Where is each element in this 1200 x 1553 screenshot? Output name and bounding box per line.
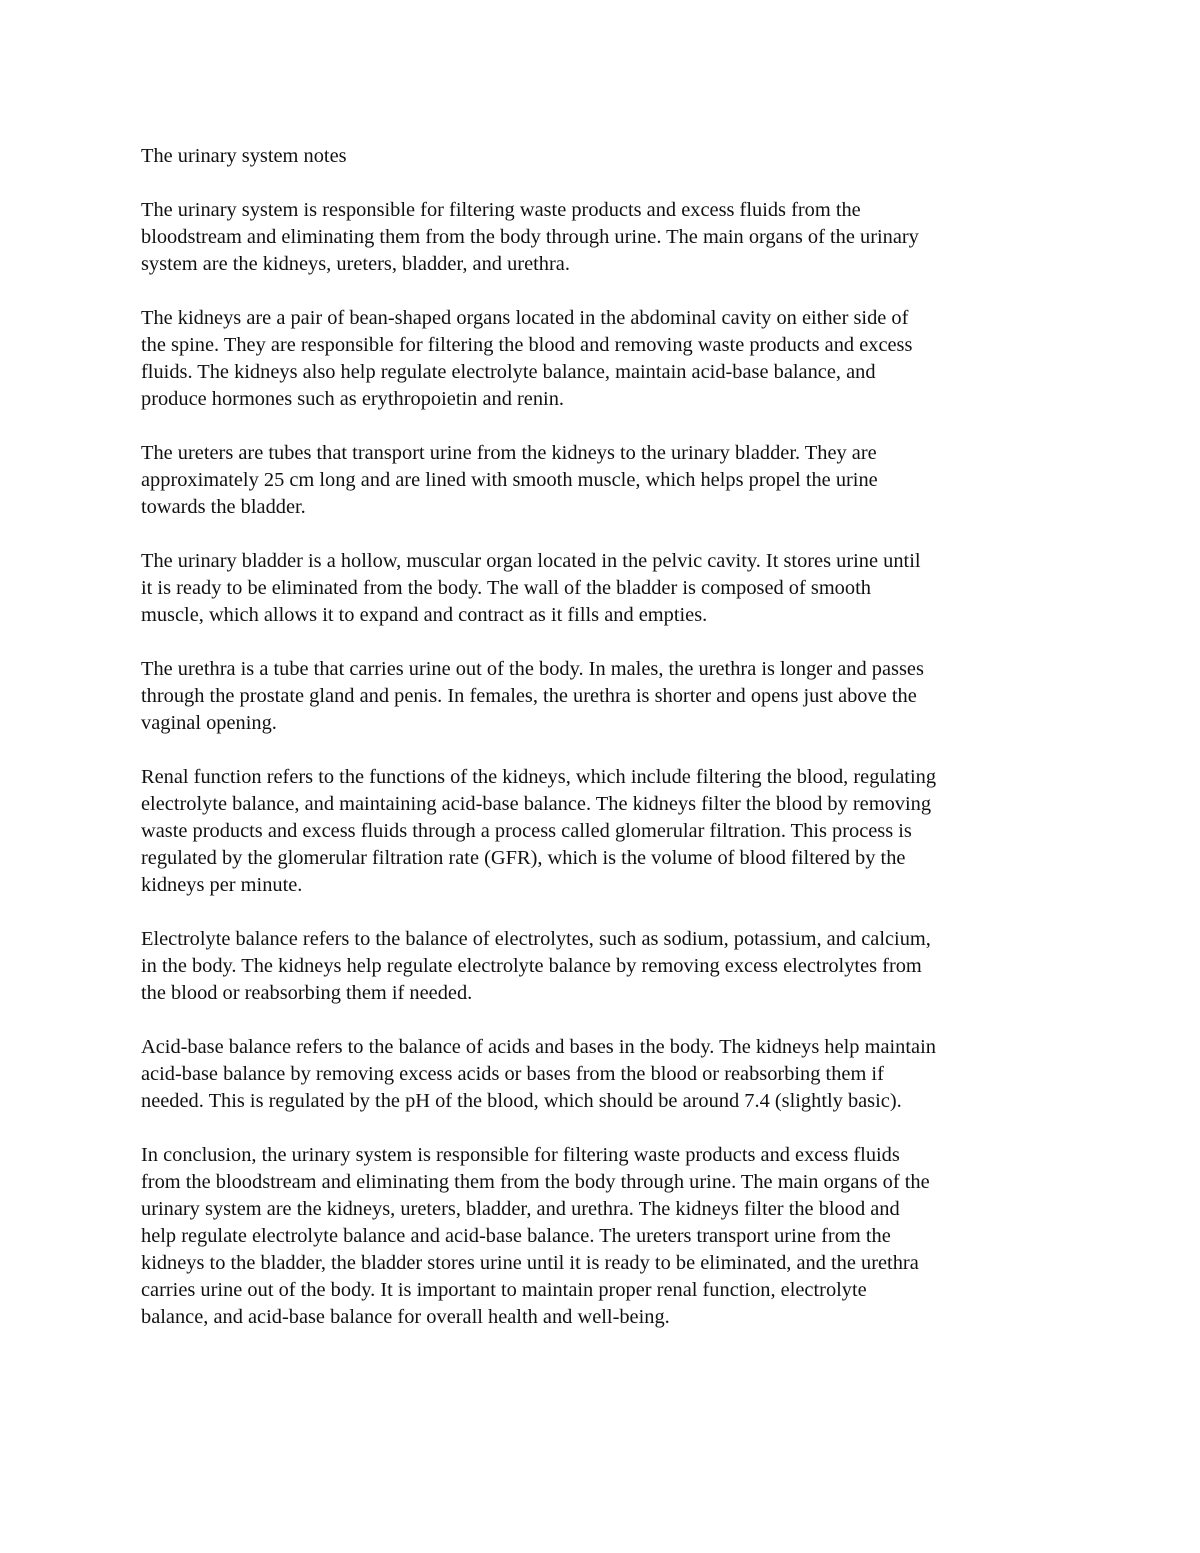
text-line: electrolyte balance, and maintaining acid-base balance. The kidneys filter the blood by removing — [141, 793, 932, 815]
document-body — [141, 143, 1071, 1358]
text-line: towards the bladder. — [141, 496, 306, 518]
text-line: The ureters are tubes that transport urine from the kidneys to the urinary bladder. They are — [141, 442, 877, 464]
text-line: balance, and acid-base balance for overall health and well-being. — [141, 1306, 670, 1328]
text-line: system are the kidneys, ureters, bladder, and urethra. — [141, 253, 570, 275]
text-line: bloodstream and eliminating them from the body through urine. The main organs of the urinary — [141, 226, 919, 248]
text-line: from the bloodstream and eliminating them from the body through urine. The main organs of the — [141, 1171, 930, 1193]
text-line: Renal function refers to the functions of the kidneys, which include filtering the blood, regulating — [141, 766, 937, 788]
text-line: waste products and excess fluids through a process called glomerular filtration. This process is — [141, 820, 912, 842]
paragraph-list — [141, 197, 1071, 1331]
text-line: kidneys per minute. — [141, 874, 303, 896]
paragraph — [141, 548, 1071, 629]
text-line: help regulate electrolyte balance and acid-base balance. The ureters transport urine from the — [141, 1225, 891, 1247]
paragraph — [141, 1142, 1071, 1331]
paragraph — [141, 1034, 1071, 1115]
text-line: kidneys to the bladder, the bladder stores urine until it is ready to be eliminated, and the urethra — [141, 1252, 919, 1274]
text-line: the spine. They are responsible for filtering the blood and removing waste products and excess — [141, 334, 913, 356]
text-line: it is ready to be eliminated from the body. The wall of the bladder is composed of smooth — [141, 577, 871, 599]
text-line: carries urine out of the body. It is important to maintain proper renal function, electrolyte — [141, 1279, 867, 1301]
text-line: the blood or reabsorbing them if needed. — [141, 982, 473, 1004]
text-line: In conclusion, the urinary system is responsible for filtering waste products and excess fluids — [141, 1144, 900, 1166]
text-line: The kidneys are a pair of bean-shaped organs located in the abdominal cavity on either side of — [141, 307, 909, 329]
text-line: vaginal opening. — [141, 712, 277, 734]
text-line: through the prostate gland and penis. In females, the urethra is shorter and opens just above the — [141, 685, 917, 707]
text-line: urinary system are the kidneys, ureters, bladder, and urethra. The kidneys filter the blood and — [141, 1198, 900, 1220]
text-line: produce hormones such as erythropoietin and renin. — [141, 388, 564, 410]
text-line: approximately 25 cm long and are lined with smooth muscle, which helps propel the urine — [141, 469, 878, 491]
paragraph — [141, 305, 1071, 413]
paragraph — [141, 926, 1071, 1007]
text-line: The urinary bladder is a hollow, muscular organ located in the pelvic cavity. It stores urine until — [141, 550, 921, 572]
paragraph — [141, 440, 1071, 521]
text-line: muscle, which allows it to expand and contract as it fills and empties. — [141, 604, 708, 626]
text-line: fluids. The kidneys also help regulate electrolyte balance, maintain acid-base balance, and — [141, 361, 876, 383]
paragraph — [141, 656, 1071, 737]
text-line: Acid-base balance refers to the balance of acids and bases in the body. The kidneys help maintain — [141, 1036, 936, 1058]
text-line: The urinary system is responsible for filtering waste products and excess fluids from the — [141, 199, 861, 221]
text-line: The urethra is a tube that carries urine out of the body. In males, the urethra is longer and passes — [141, 658, 924, 680]
paragraph — [141, 197, 1071, 278]
text-line: Electrolyte balance refers to the balance of electrolytes, such as sodium, potassium, and calcium, — [141, 928, 931, 950]
text-line: regulated by the glomerular filtration rate (GFR), which is the volume of blood filtered by the — [141, 847, 906, 869]
paragraph — [141, 764, 1071, 899]
text-line: acid-base balance by removing excess acids or bases from the blood or reabsorbing them if — [141, 1063, 884, 1085]
text-line: in the body. The kidneys help regulate electrolyte balance by removing excess electrolytes from — [141, 955, 922, 977]
text-line: needed. This is regulated by the pH of the blood, which should be around 7.4 (slightly basic). — [141, 1090, 902, 1112]
document-title: The urinary system notes — [141, 145, 347, 167]
